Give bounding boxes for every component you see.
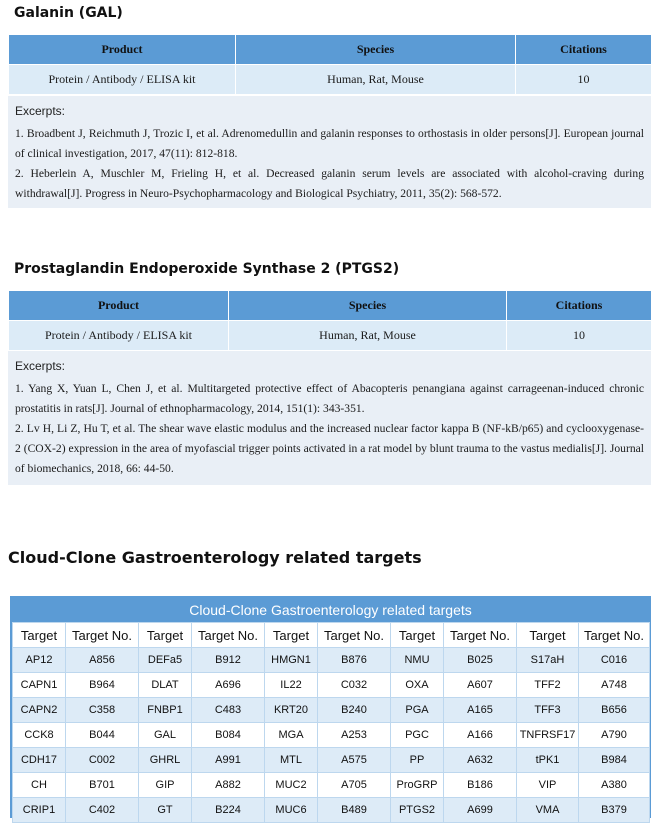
target-cell: tPK1 [517,748,579,773]
product-header: Product [9,291,229,321]
target-cell: TFF3 [517,698,579,723]
target-cell: PGA [391,698,444,723]
product-table-row [9,65,652,95]
target-no-cell: B044 [66,723,139,748]
target-cell: GT [139,798,192,823]
target-header: Target [391,623,444,648]
table-row [13,648,650,673]
target-cell: NMU [391,648,444,673]
target-no-header: Target No. [66,623,139,648]
product-table-row [9,321,652,351]
target-cell: TNFRSF17 [517,723,579,748]
target-cell: CDH17 [13,748,66,773]
citations-header: Citations [516,35,652,65]
target-no-cell: A991 [192,748,265,773]
target-no-cell: B964 [66,673,139,698]
targets-heading: Cloud-Clone Gastroenterology related targets [8,548,422,567]
target-no-cell: B984 [579,748,650,773]
citations-cell: 10 [507,321,652,351]
excerpt-item: 2. Heberlein A, Muschler M, Frieling H, et al. Decreased galanin serum levels are associated with alcohol-craving during withdrawal[J]. Progress in Neuro-Psychopharmacology and Biological Psychiatry, 2011, 35(2): 568-572. [15,167,644,200]
target-cell: IL22 [265,673,318,698]
target-cell: TFF2 [517,673,579,698]
target-no-cell: A705 [318,773,391,798]
product-table-galanin [8,34,652,95]
target-no-cell: A575 [318,748,391,773]
excerpts-box-galanin [8,96,651,208]
target-cell: PGC [391,723,444,748]
target-cell: OXA [391,673,444,698]
target-no-cell: C402 [66,798,139,823]
target-header: Target [13,623,66,648]
targets-header-row [13,623,650,648]
target-cell: CH [13,773,66,798]
target-no-cell: B186 [444,773,517,798]
target-no-cell: B025 [444,648,517,673]
citations-cell: 10 [516,65,652,95]
section-title-galanin: Galanin (GAL) [14,5,123,21]
target-no-header: Target No. [444,623,517,648]
target-no-cell: A856 [66,648,139,673]
target-header: Target [517,623,579,648]
target-cell: CAPN2 [13,698,66,723]
excerpts-box-ptgs2 [8,351,651,485]
target-cell: DEFa5 [139,648,192,673]
target-no-cell: A699 [444,798,517,823]
targets-table-box [10,596,651,818]
product-table-ptgs2 [8,290,652,351]
target-cell: MTL [265,748,318,773]
target-cell: MUC6 [265,798,318,823]
excerpt-item: 1. Broadbent J, Reichmuth J, Trozic I, et al. Adrenomedullin and galanin responses to orthostasis in older persons[J]. European journal of clinical investigation, 2017, 47(11): 812-818. [15,127,644,160]
target-cell: GHRL [139,748,192,773]
target-no-cell: B701 [66,773,139,798]
table-row [13,723,650,748]
species-cell: Human, Rat, Mouse [229,321,507,351]
target-cell: GAL [139,723,192,748]
excerpt-item: 2. Lv H, Li Z, Hu T, et al. The shear wave elastic modulus and the increased nuclear factor kappa B (NF-kB/p65) and cyclooxygenase-2 (COX-2) expression in the area of myofascial trigger points activated in a rat model by blunt trauma to the vastus medialis[J]. Journal of biomechanics, 2018, 66: 44-50. [15,422,644,475]
target-cell: FNBP1 [139,698,192,723]
target-no-cell: B379 [579,798,650,823]
target-no-cell: C358 [66,698,139,723]
citations-header: Citations [507,291,652,321]
target-no-cell: A253 [318,723,391,748]
species-header: Species [236,35,516,65]
table-row [13,773,650,798]
target-no-cell: B489 [318,798,391,823]
target-no-cell: B656 [579,698,650,723]
product-header: Product [9,35,236,65]
target-cell: CCK8 [13,723,66,748]
target-cell: CRIP1 [13,798,66,823]
target-no-cell: A607 [444,673,517,698]
species-cell: Human, Rat, Mouse [236,65,516,95]
target-no-cell: A696 [192,673,265,698]
target-no-cell: A882 [192,773,265,798]
product-table-header-row [9,35,652,65]
target-cell: CAPN1 [13,673,66,698]
target-no-cell: C032 [318,673,391,698]
excerpts-label: Excerpts: [15,359,66,373]
target-no-header: Target No. [318,623,391,648]
section-title-ptgs2: Prostaglandin Endoperoxide Synthase 2 (PTGS2) [14,261,400,277]
target-no-header: Target No. [579,623,650,648]
target-no-header: Target No. [192,623,265,648]
target-cell: MUC2 [265,773,318,798]
targets-table-caption: Cloud-Clone Gastroenterology related targets [12,598,649,622]
target-no-cell: A166 [444,723,517,748]
target-cell: PTGS2 [391,798,444,823]
target-no-cell: C016 [579,648,650,673]
target-no-cell: C483 [192,698,265,723]
target-cell: DLAT [139,673,192,698]
target-no-cell: B912 [192,648,265,673]
target-no-cell: B876 [318,648,391,673]
species-header: Species [229,291,507,321]
product-table-header-row [9,291,652,321]
table-row [13,673,650,698]
target-no-cell: B240 [318,698,391,723]
target-no-cell: A380 [579,773,650,798]
table-row [13,748,650,773]
target-cell: AP12 [13,648,66,673]
target-no-cell: B084 [192,723,265,748]
target-cell: VIP [517,773,579,798]
product-cell: Protein / Antibody / ELISA kit [9,321,229,351]
target-no-cell: B224 [192,798,265,823]
target-header: Target [265,623,318,648]
target-cell: KRT20 [265,698,318,723]
target-cell: ProGRP [391,773,444,798]
target-cell: S17aH [517,648,579,673]
target-no-cell: A165 [444,698,517,723]
excerpts-label: Excerpts: [15,104,66,118]
target-no-cell: A790 [579,723,650,748]
target-header: Target [139,623,192,648]
target-cell: GIP [139,773,192,798]
target-cell: VMA [517,798,579,823]
targets-table [12,622,650,823]
excerpt-item: 1. Yang X, Yuan L, Chen J, et al. Multitargeted protective effect of Abacopteris penangiana against carrageenan-induced chronic prostatitis in rats[J]. Journal of ethnopharmacology, 2014, 151(1): 343-351. [15,382,644,415]
target-no-cell: A632 [444,748,517,773]
target-cell: HMGN1 [265,648,318,673]
target-cell: MGA [265,723,318,748]
target-cell: PP [391,748,444,773]
target-no-cell: A748 [579,673,650,698]
target-no-cell: C002 [66,748,139,773]
product-cell: Protein / Antibody / ELISA kit [9,65,236,95]
table-row [13,698,650,723]
table-row [13,798,650,823]
